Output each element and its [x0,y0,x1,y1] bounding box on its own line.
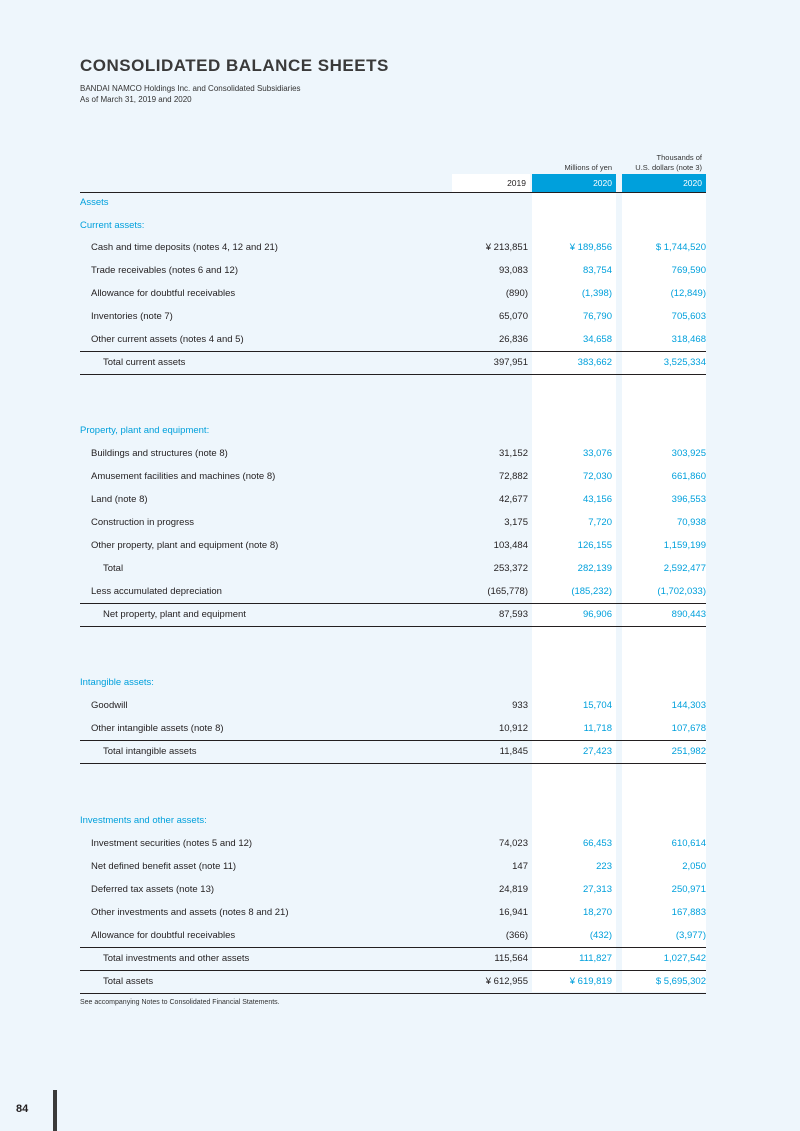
value-2020-yen: ¥ 619,819 [569,976,612,987]
value-2019-yen: 72,882 [498,471,528,482]
value-2020-usd: 251,982 [671,746,706,757]
table-row [80,718,706,740]
row-label: Amusement facilities and machines (note 8) [91,471,276,482]
value-2020-yen: 83,754 [582,265,612,276]
value-2019-yen: 397,951 [493,357,528,368]
value-2019-yen: 74,023 [498,838,528,849]
row-label: Investments and other assets: [80,815,207,826]
value-2020-yen: 15,704 [582,700,612,711]
company-subtitle: BANDAI NAMCO Holdings Inc. and Consolidated Subsidiaries [80,84,301,93]
value-2020-usd: 144,303 [671,700,706,711]
value-2020-usd: 107,678 [671,723,706,734]
value-2020-yen: ¥ 189,856 [569,242,612,253]
value-2020-usd: 2,050 [682,861,706,872]
value-2019-yen: ¥ 213,851 [485,242,528,253]
value-2019-yen: 115,564 [494,953,528,964]
row-label: Current assets: [80,220,145,231]
value-2020-yen: 27,423 [582,746,612,757]
table-row [80,695,706,717]
value-2020-usd: (3,977) [675,930,706,941]
value-2020-yen: 126,155 [577,540,612,551]
value-2020-usd: 769,590 [671,265,706,276]
value-2020-usd: 661,860 [671,471,706,482]
value-2019-yen: 24,819 [498,884,528,895]
value-2020-usd: 250,971 [671,884,706,895]
value-2020-yen: 76,790 [582,311,612,322]
value-2019-yen: 253,372 [493,563,528,574]
table-row [80,902,706,924]
table-row [80,306,706,328]
value-2019-yen: 11,845 [499,746,528,757]
value-2019-yen: 31,152 [498,448,528,459]
section-heading [80,215,706,237]
rule-line [80,374,706,375]
total-row [80,604,706,626]
rule-line [80,947,706,948]
value-2020-usd: 3,525,334 [663,357,706,368]
value-2019-yen: 103,484 [493,540,528,551]
value-2019-yen: 16,941 [498,907,528,918]
header-year-2020-usd: 2020 [622,174,706,192]
row-label: Inventories (note 7) [91,311,173,322]
value-2020-usd: 303,925 [671,448,706,459]
unit-label-yen: Millions of yen [564,163,612,172]
row-label: Net defined benefit asset (note 11) [91,861,237,872]
row-label: Investment securities (notes 5 and 12) [91,838,253,849]
rule-line [80,993,706,994]
value-2020-yen: 383,662 [577,357,612,368]
row-label: Total intangible assets [103,746,197,757]
value-2020-usd: 70,938 [676,517,706,528]
table-row [80,237,706,259]
row-label: Total assets [103,976,154,987]
row-label: Total investments and other assets [103,953,250,964]
value-2019-yen: 933 [512,700,528,711]
value-2020-usd: 396,553 [671,494,706,505]
value-2020-yen: (432) [589,930,612,941]
value-2019-yen: 3,175 [504,517,528,528]
row-label: Land (note 8) [91,494,148,505]
page-bar [53,1090,57,1131]
date-subtitle: As of March 31, 2019 and 2020 [80,95,192,104]
table-row [80,879,706,901]
total-row [80,948,706,970]
value-2019-yen: 10,912 [498,723,528,734]
rule-line [80,351,706,352]
total-row [80,971,706,993]
row-label: Goodwill [91,700,128,711]
value-2020-yen: 223 [596,861,612,872]
row-label: Deferred tax assets (note 13) [91,884,215,895]
row-label: Net property, plant and equipment [103,609,246,620]
table-row [80,260,706,282]
value-2020-usd: 318,468 [671,334,706,345]
row-label: Other property, plant and equipment (note 8) [91,540,279,551]
value-2019-yen: ¥ 612,955 [485,976,528,987]
row-label: Trade receivables (notes 6 and 12) [91,265,238,276]
value-2020-yen: 111,827 [579,953,612,964]
row-label: Assets [80,197,109,208]
rule-line [80,970,706,971]
value-2020-yen: 34,658 [582,334,612,345]
row-label: Total current assets [103,357,186,368]
section-heading [80,810,706,832]
row-label: Less accumulated depreciation [91,586,222,597]
value-2019-yen: (890) [505,288,528,299]
row-label: Other investments and assets (notes 8 and 21) [91,907,289,918]
rule-line [80,626,706,627]
table-row [80,833,706,855]
value-2020-yen: 43,156 [582,494,612,505]
section-heading [80,192,706,214]
value-2020-yen: (185,232) [571,586,612,597]
page-title: CONSOLIDATED BALANCE SHEETS [80,56,389,75]
table-row [80,856,706,878]
table-row [80,283,706,305]
row-label: Other current assets (notes 4 and 5) [91,334,244,345]
value-2019-yen: 26,836 [498,334,528,345]
value-2020-usd: $ 1,744,520 [655,242,706,253]
value-2019-yen: (165,778) [487,586,528,597]
row-label: Construction in progress [91,517,194,528]
row-label: Intangible assets: [80,677,154,688]
value-2020-yen: 7,720 [588,517,612,528]
value-2020-usd: (1,702,033) [657,586,706,597]
header-year-2020-yen: 2020 [532,174,616,192]
value-2020-usd: 705,603 [671,311,706,322]
value-2020-yen: 33,076 [582,448,612,459]
value-2020-usd: 1,159,199 [663,540,706,551]
value-2020-yen: 18,270 [582,907,612,918]
row-label: Other intangible assets (note 8) [91,723,224,734]
rule-line [80,740,706,741]
value-2019-yen: 87,593 [498,609,528,620]
unit-label-usd-line1: Thousands of [656,153,702,162]
row-label: Property, plant and equipment: [80,425,210,436]
footnote: See accompanying Notes to Consolidated Financial Statements. [80,999,280,1006]
value-2020-yen: (1,398) [581,288,612,299]
value-2020-yen: 96,906 [582,609,612,620]
value-2020-yen: 11,718 [583,723,612,734]
table-row [80,535,706,557]
value-2020-usd: 2,592,477 [663,563,706,574]
value-2020-usd: 167,883 [671,907,706,918]
row-label: Allowance for doubtful receivables [91,288,236,299]
value-2019-yen: 93,083 [498,265,528,276]
value-2020-usd: 1,027,542 [663,953,706,964]
row-label: Cash and time deposits (notes 4, 12 and 21) [91,242,278,253]
page-number: 84 [16,1103,29,1115]
table-row [80,443,706,465]
table-row [80,581,706,603]
value-2020-usd: 890,443 [671,609,706,620]
value-2020-yen: 282,139 [577,563,612,574]
table-row [80,329,706,351]
row-label: Allowance for doubtful receivables [91,930,236,941]
section-heading [80,420,706,442]
value-2019-yen: (366) [505,930,528,941]
total-row [80,558,706,580]
value-2020-usd: 610,614 [671,838,706,849]
unit-label-usd-line2: U.S. dollars (note 3) [635,163,702,172]
value-2019-yen: 147 [512,861,528,872]
value-2020-yen: 66,453 [582,838,612,849]
total-row [80,741,706,763]
row-label: Buildings and structures (note 8) [91,448,228,459]
header-year-2019: 2019 [452,174,530,192]
value-2020-usd: (12,849) [670,288,706,299]
total-row [80,352,706,374]
table-row [80,925,706,947]
value-2020-yen: 27,313 [582,884,612,895]
table-row [80,512,706,534]
table-row [80,466,706,488]
value-2020-yen: 72,030 [582,471,612,482]
row-label: Total [103,563,124,574]
section-heading [80,672,706,694]
rule-line [80,603,706,604]
value-2019-yen: 42,677 [498,494,528,505]
rule-line [80,763,706,764]
value-2020-usd: $ 5,695,302 [655,976,706,987]
table-row [80,489,706,511]
value-2019-yen: 65,070 [498,311,528,322]
